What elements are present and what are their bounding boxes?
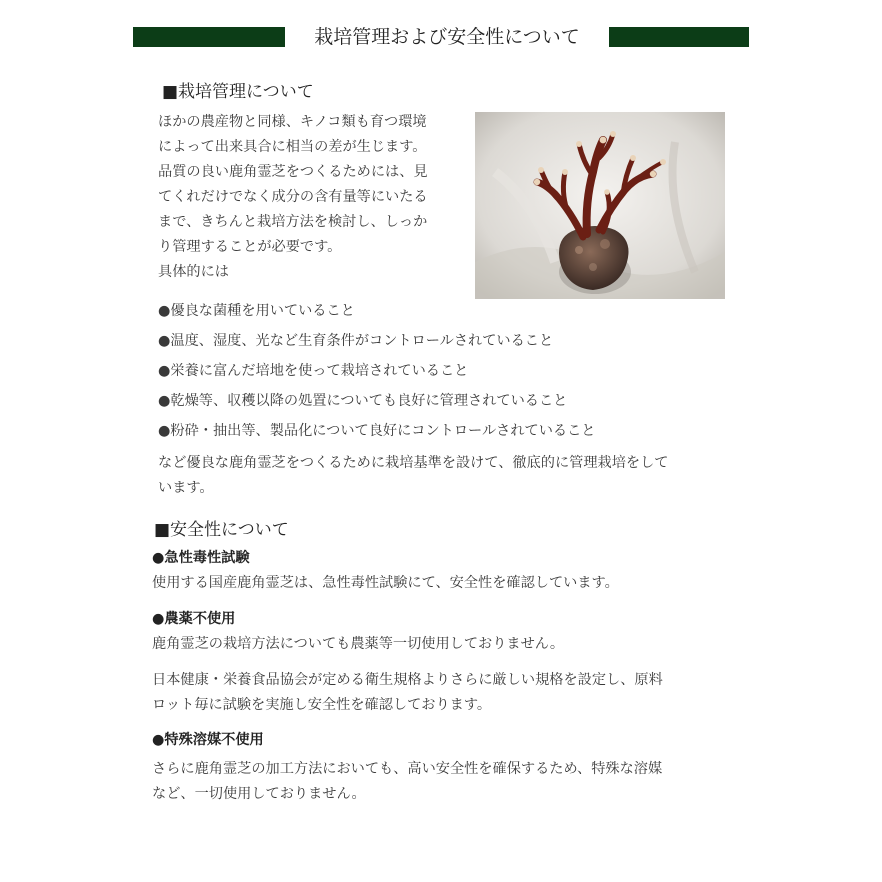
intro-line: ほかの農産物と同様、キノコ類も育つ環境 xyxy=(158,114,427,130)
reishi-mushroom-illustration xyxy=(475,112,725,299)
intro-line: り管理することが必要です。 xyxy=(158,239,342,255)
acute-toxicity-text: 使用する国産鹿角霊芝は、急性毒性試験にて、安全性を確認しています。 xyxy=(152,575,619,591)
intro-line: まで、きちんと栽培方法を検討し、しっか xyxy=(158,214,428,230)
pesticide-free-text: 鹿角霊芝の栽培方法についても農薬等一切使用しておりません。 xyxy=(152,636,565,652)
list-item: ●粉砕・抽出等、製品化について良好にコントロールされていること xyxy=(158,423,596,439)
page-title: 栽培管理および安全性について xyxy=(314,26,580,48)
reishi-mushroom-photo xyxy=(475,112,725,299)
intro-line: によって出来具合に相当の差が生じます。 xyxy=(158,139,427,155)
intro-line: 品質の良い鹿角霊芝をつくるためには、見 xyxy=(158,164,428,180)
banner-bar-left xyxy=(133,27,285,47)
pesticide-free-title: ●農薬不使用 xyxy=(152,611,236,627)
solvent-line: さらに鹿角霊芝の加工方法においても、高い安全性を確保するため、特殊な溶媒 xyxy=(152,761,663,777)
cultivation-closing xyxy=(158,451,668,501)
list-item: ●優良な菌種を用いていること xyxy=(158,303,355,319)
closing-line: など優良な鹿角霊芝をつくるために栽培基準を設けて、徹底的に管理栽培をして xyxy=(158,455,669,471)
intro-line: てくれだけでなく成分の含有量等にいたる xyxy=(158,189,428,205)
list-item: ●乾燥等、収穫以降の処置についても良好に管理されていること xyxy=(158,393,568,409)
banner-bar-right xyxy=(609,27,749,47)
section-banner xyxy=(133,25,749,49)
list-item: ●温度、湿度、光など生育条件がコントロールされていること xyxy=(158,333,554,349)
intro-line: 具体的には xyxy=(158,264,229,280)
special-solvent-free-title: ●特殊溶媒不使用 xyxy=(152,732,264,748)
closing-line: います。 xyxy=(158,480,214,496)
standards-line: ロット毎に試験を実施し安全性を確認しております。 xyxy=(152,697,492,713)
cultivation-intro xyxy=(158,110,428,285)
acute-toxicity-title: ●急性毒性試験 xyxy=(152,550,250,566)
special-solvent-free-text xyxy=(152,757,662,807)
standards-line: 日本健康・栄養食品協会が定める衛生規格よりさらに厳しい規格を設定し、原料 xyxy=(152,672,663,688)
cultivation-heading: ■栽培管理について xyxy=(162,82,314,102)
solvent-line: など、一切使用しておりません。 xyxy=(152,786,366,802)
list-item: ●栄養に富んだ培地を使って栽培されていること xyxy=(158,363,469,379)
standards-text xyxy=(152,668,663,718)
safety-heading: ■安全性について xyxy=(154,520,289,540)
cultivation-conditions-list xyxy=(158,296,595,446)
